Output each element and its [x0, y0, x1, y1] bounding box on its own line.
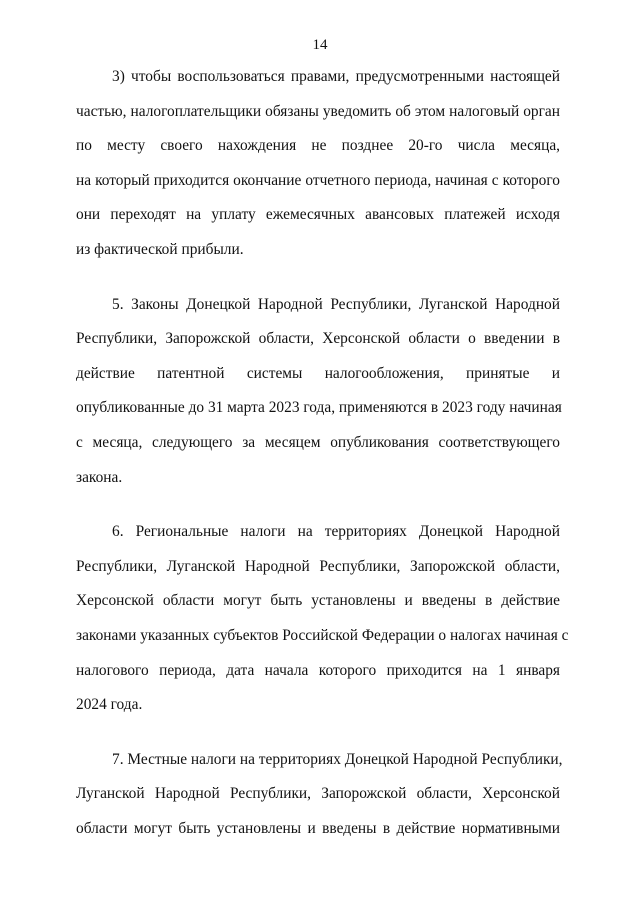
text-line: Республики, Запорожской области, Херсонской области о введении в: [76, 330, 560, 348]
text-line: из фактической прибыли.: [76, 240, 244, 258]
text-line: 5. Законы Донецкой Народной Республики, Луганской Народной: [112, 295, 560, 313]
text-line: налогового периода, дата начала которого приходится на 1 января: [76, 661, 560, 679]
paragraph-7: [76, 743, 563, 847]
paragraph-3-continuation: [76, 60, 560, 268]
text-line: действие патентной системы налогообложения, принятые и: [76, 364, 560, 382]
text-line: опубликованные до 31 марта 2023 года, применяются в 2023 году начиная: [76, 399, 562, 417]
text-line: 6. Региональные налоги на территориях Донецкой Народной: [112, 523, 560, 541]
paragraph-5: [76, 288, 560, 496]
text-line: 3) чтобы воспользоваться правами, предусмотренными настоящей: [112, 68, 560, 85]
page-number: 14: [312, 37, 328, 53]
text-line: они переходят на уплату ежемесячных авансовых платежей исходя: [76, 206, 560, 224]
document-body: [76, 60, 569, 866]
text-line: закона.: [76, 468, 123, 486]
paragraph-6: [76, 515, 569, 723]
text-line: частью, налогоплательщики обязаны уведомить об этом налоговый орган: [76, 102, 560, 120]
text-line: на который приходится окончание отчетного периода, начиная с которого: [76, 171, 560, 189]
text-line: законами указанных субъектов Российской Федерации о налогах начиная с: [76, 626, 569, 644]
text-line: Республики, Луганской Народной Республики, Запорожской области,: [76, 557, 560, 575]
text-line: по месту своего нахождения не позднее 20-го числа месяца,: [76, 137, 560, 155]
text-line: 2024 года.: [76, 696, 143, 714]
text-line: 7. Местные налоги на территориях Донецкой Народной Республики,: [112, 750, 563, 768]
text-line: области могут быть установлены и введены в действие нормативными: [76, 819, 560, 837]
text-line: с месяца, следующего за месяцем опубликования соответствующего: [76, 433, 560, 451]
text-line: Луганской Народной Республики, Запорожской области, Херсонской: [76, 785, 560, 803]
text-line: Херсонской области могут быть установлены и введены в действие: [76, 592, 560, 610]
